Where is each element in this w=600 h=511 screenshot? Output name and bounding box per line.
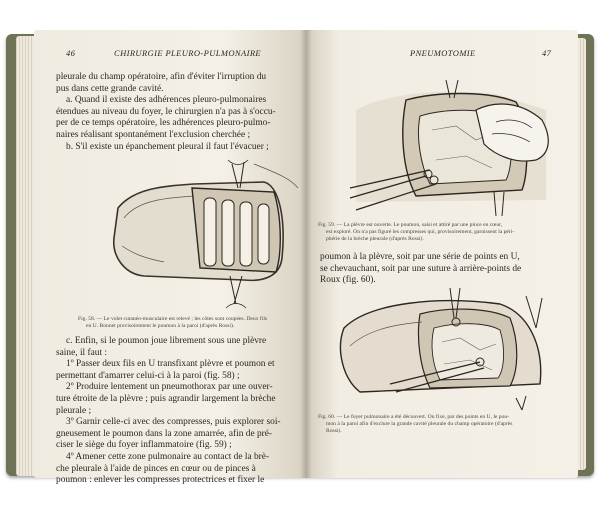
caption-line: mon à la paroi afin d'exclure la grande cavité pleurale du champ opératoire (d'après — [326, 421, 513, 427]
text-line: b. S'il existe un épanchement pleural il faut l'évacuer ; — [66, 141, 269, 152]
book-gutter — [300, 30, 312, 478]
figure-58-caption — [78, 316, 267, 330]
text-line: étendues au niveau du foyer, le chirurgien n'a pas à s'occu- — [56, 106, 276, 117]
text-line: saine, il faut : — [56, 347, 108, 358]
text-line: 3º Garnir celle-ci avec des compresses, puis explorer soi- — [66, 417, 281, 428]
left-running-head: CHIRURGIE PLEURO-PULMONAIRE — [114, 48, 262, 58]
right-page — [306, 30, 578, 478]
left-text-top — [56, 72, 276, 153]
text-line: pleurale du champ opératoire, afin d'éviter l'irruption du — [56, 72, 267, 82]
text-line: pleurale ; — [56, 405, 92, 416]
text-line: ciser le siège du foyer inflammatoire (fig. 59) ; — [56, 440, 232, 451]
caption-line: phérie de la brèche pleurale (d'après Rossi). — [326, 236, 424, 242]
open-book — [6, 26, 594, 486]
caption-line: Rossi). — [326, 428, 342, 434]
left-text-bottom — [56, 336, 281, 487]
text-line: naires réalisant spontanément l'exclusion cherchée ; — [56, 129, 251, 140]
figure-59-caption — [318, 222, 514, 243]
text-line: poumon : enlever les compresses protectrices et fixer le — [56, 475, 265, 486]
text-line: 4º Amener cette zone pulmonaire au contact de la brè- — [66, 451, 270, 462]
caption-line: Fig. 60. — Le foyer pulmonaire a été découvert. On fixe, par des points en U, le pou- — [318, 414, 510, 420]
figure-59-illustration — [346, 80, 556, 218]
text-line: poumon à la plèvre, soit par une série de points en U, — [320, 252, 520, 262]
figure-60-illustration — [330, 288, 562, 410]
text-line: per de ce temps opératoire, les adhérences pleuro-pulmo- — [56, 118, 271, 129]
caption-line: est exploré. On n'a pas figuré les compresses qui, provisoirement, garnissent la péri- — [326, 229, 515, 235]
figure-58-illustration — [104, 158, 300, 314]
left-page — [34, 30, 306, 486]
right-running-head: PNEUMOTOMIE — [410, 48, 476, 58]
right-text-middle — [320, 252, 521, 287]
text-line: Roux (fig. 60). — [320, 275, 376, 286]
text-line: 2º Produire lentement un pneumothorax par une ouver- — [66, 382, 273, 393]
left-page-number: 46 — [66, 48, 76, 58]
text-line: a. Quand il existe des adhérences pleuro-pulmonaires — [66, 95, 267, 106]
caption-line: en U. Bonnet provisoirement le poumon à la paroi (d'après Rossi). — [86, 323, 235, 329]
figure-60-caption — [318, 414, 512, 435]
text-line: che pleurale à l'aide de pinces en cœur ou de pinces à — [56, 463, 256, 474]
right-page-number: 47 — [542, 48, 552, 58]
text-line: pus dans cette grande cavité. — [56, 83, 164, 94]
text-line: ture étroite de la plèvre ; puis agrandir largement la brèche — [56, 393, 276, 404]
text-line: permettant d'amarrer celui-ci à la paroi (fig. 58) ; — [56, 370, 240, 381]
text-line: 1º Passer deux fils en U transfixant plèvre et poumon et — [66, 359, 275, 370]
text-line: gneusement le poumon dans la zone amarrée, afin de pré- — [56, 428, 273, 439]
text-line: se chevauchant, soit par une suture à arrière-points de — [320, 263, 522, 274]
caption-line: Fig. 59. — La plèvre est ouverte. Le poumon, saisi et attiré par une pince en cœur, — [318, 222, 503, 228]
text-line: c. Enfin, si le poumon joue librement sous une plèvre — [66, 336, 267, 346]
caption-line: Fig. 58. — Le volet cutanéo-musculaire est relevé ; les côtes sont coupées. Deux fils — [78, 316, 268, 322]
